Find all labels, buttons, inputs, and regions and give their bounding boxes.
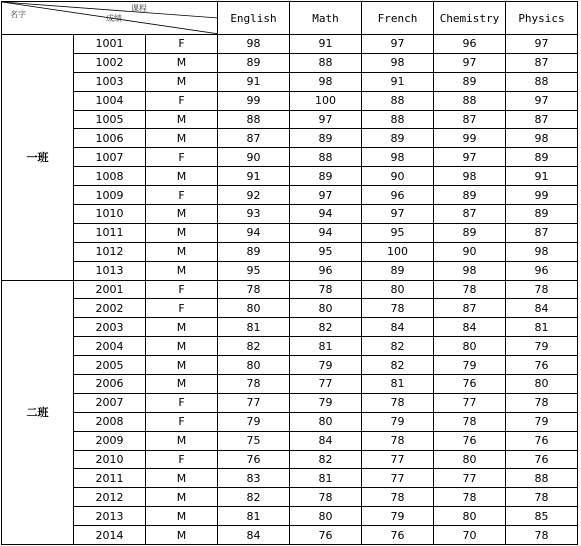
corner-label-score: 成绩 [106,14,122,23]
score-cell-math: 88 [290,148,362,167]
student-id-cell: 2014 [74,526,146,545]
score-cell-chemistry: 88 [434,91,506,110]
subject-header-chemistry: Chemistry [434,2,506,35]
table-row [2,488,578,507]
subject-header-physics: Physics [506,2,578,35]
score-cell-french: 79 [362,507,434,526]
score-cell-chemistry: 76 [434,431,506,450]
score-cell-math: 78 [290,280,362,299]
student-id-cell: 2010 [74,450,146,469]
student-id-cell: 2009 [74,431,146,450]
score-cell-english: 88 [218,110,290,129]
score-cell-chemistry: 84 [434,318,506,337]
table-row [2,223,578,242]
score-cell-physics: 79 [506,412,578,431]
score-cell-physics: 87 [506,53,578,72]
table-row [2,53,578,72]
corner-label-course: 课程 [131,4,147,13]
score-cell-chemistry: 98 [434,261,506,280]
score-cell-math: 80 [290,412,362,431]
gender-cell: M [146,167,218,186]
score-cell-french: 82 [362,356,434,375]
score-cell-math: 82 [290,318,362,337]
subject-header-english: English [218,2,290,35]
score-cell-french: 78 [362,299,434,318]
student-id-cell: 1001 [74,35,146,54]
score-cell-english: 80 [218,356,290,375]
score-cell-chemistry: 77 [434,469,506,488]
score-cell-chemistry: 76 [434,375,506,394]
gender-cell: M [146,431,218,450]
student-id-cell: 1004 [74,91,146,110]
score-cell-french: 91 [362,72,434,91]
score-cell-french: 88 [362,91,434,110]
table-row [2,431,578,450]
score-cell-french: 84 [362,318,434,337]
student-id-cell: 1008 [74,167,146,186]
score-cell-english: 82 [218,337,290,356]
score-cell-chemistry: 99 [434,129,506,148]
score-cell-chemistry: 97 [434,148,506,167]
score-cell-math: 97 [290,110,362,129]
score-cell-physics: 76 [506,431,578,450]
score-cell-french: 76 [362,526,434,545]
score-cell-physics: 78 [506,393,578,412]
score-cell-math: 89 [290,129,362,148]
student-id-cell: 2006 [74,375,146,394]
score-cell-english: 78 [218,280,290,299]
class-name-cell: 一班 [2,35,74,281]
score-cell-chemistry: 87 [434,299,506,318]
score-cell-french: 78 [362,393,434,412]
header-row [2,2,578,35]
score-cell-chemistry: 70 [434,526,506,545]
table-row [2,280,578,299]
gender-cell: F [146,186,218,205]
score-cell-french: 79 [362,412,434,431]
table-row [2,91,578,110]
gender-cell: M [146,318,218,337]
score-cell-french: 89 [362,129,434,148]
score-cell-english: 89 [218,242,290,261]
score-cell-english: 99 [218,91,290,110]
table-row [2,318,578,337]
score-cell-english: 81 [218,318,290,337]
score-cell-physics: 84 [506,299,578,318]
score-cell-math: 81 [290,469,362,488]
score-cell-english: 91 [218,72,290,91]
corner-label-name: 名字 [10,10,26,19]
table-row [2,110,578,129]
score-cell-math: 76 [290,526,362,545]
student-id-cell: 1006 [74,129,146,148]
table-row [2,129,578,148]
score-cell-physics: 87 [506,223,578,242]
student-id-cell: 2003 [74,318,146,337]
gender-cell: M [146,356,218,375]
score-cell-physics: 97 [506,35,578,54]
score-cell-physics: 89 [506,205,578,224]
score-cell-chemistry: 96 [434,35,506,54]
score-cell-math: 94 [290,223,362,242]
gender-cell: M [146,337,218,356]
gender-cell: F [146,148,218,167]
score-cell-physics: 76 [506,356,578,375]
student-id-cell: 1011 [74,223,146,242]
student-id-cell: 2011 [74,469,146,488]
table-row [2,412,578,431]
score-table [1,1,578,545]
score-cell-french: 80 [362,280,434,299]
table-row [2,393,578,412]
gender-cell: M [146,223,218,242]
subject-header-math: Math [290,2,362,35]
score-cell-french: 82 [362,337,434,356]
gender-cell: F [146,299,218,318]
score-cell-chemistry: 89 [434,223,506,242]
score-cell-english: 77 [218,393,290,412]
score-cell-math: 80 [290,507,362,526]
gender-cell: M [146,129,218,148]
score-cell-english: 76 [218,450,290,469]
table-row [2,337,578,356]
score-cell-english: 78 [218,375,290,394]
score-cell-physics: 98 [506,242,578,261]
score-cell-chemistry: 87 [434,205,506,224]
student-id-cell: 2001 [74,280,146,299]
score-cell-physics: 85 [506,507,578,526]
gender-cell: M [146,110,218,129]
score-cell-french: 89 [362,261,434,280]
student-id-cell: 1010 [74,205,146,224]
score-cell-math: 98 [290,72,362,91]
score-cell-french: 77 [362,450,434,469]
score-cell-french: 95 [362,223,434,242]
score-cell-english: 95 [218,261,290,280]
table-row [2,148,578,167]
table-row [2,450,578,469]
gender-cell: F [146,280,218,299]
score-cell-english: 93 [218,205,290,224]
score-cell-physics: 91 [506,167,578,186]
table-row [2,167,578,186]
score-cell-chemistry: 98 [434,167,506,186]
table-row [2,72,578,91]
student-id-cell: 1009 [74,186,146,205]
score-cell-french: 88 [362,110,434,129]
gender-cell: M [146,242,218,261]
score-cell-english: 81 [218,507,290,526]
score-cell-math: 96 [290,261,362,280]
gender-cell: F [146,412,218,431]
score-cell-chemistry: 80 [434,450,506,469]
score-cell-chemistry: 90 [434,242,506,261]
score-cell-math: 97 [290,186,362,205]
score-cell-chemistry: 89 [434,72,506,91]
score-cell-english: 79 [218,412,290,431]
score-cell-french: 97 [362,205,434,224]
score-cell-english: 87 [218,129,290,148]
gender-cell: M [146,53,218,72]
score-cell-english: 89 [218,53,290,72]
score-cell-french: 77 [362,469,434,488]
student-id-cell: 1005 [74,110,146,129]
score-cell-chemistry: 78 [434,280,506,299]
score-cell-math: 88 [290,53,362,72]
score-cell-physics: 79 [506,337,578,356]
score-cell-chemistry: 77 [434,393,506,412]
score-cell-math: 95 [290,242,362,261]
gender-cell: M [146,488,218,507]
score-cell-chemistry: 97 [434,53,506,72]
table-row [2,205,578,224]
score-cell-physics: 88 [506,72,578,91]
score-cell-chemistry: 80 [434,337,506,356]
score-cell-french: 81 [362,375,434,394]
student-id-cell: 2004 [74,337,146,356]
score-cell-french: 98 [362,53,434,72]
score-cell-physics: 87 [506,110,578,129]
score-cell-chemistry: 89 [434,186,506,205]
score-cell-physics: 76 [506,450,578,469]
gender-cell: M [146,526,218,545]
score-cell-chemistry: 78 [434,488,506,507]
score-cell-math: 79 [290,356,362,375]
gender-cell: F [146,35,218,54]
score-cell-chemistry: 78 [434,412,506,431]
score-cell-chemistry: 80 [434,507,506,526]
student-id-cell: 1012 [74,242,146,261]
gender-cell: M [146,375,218,394]
score-cell-physics: 78 [506,280,578,299]
score-cell-french: 98 [362,148,434,167]
table-row [2,299,578,318]
score-cell-french: 78 [362,488,434,507]
score-cell-english: 90 [218,148,290,167]
table-row [2,526,578,545]
table-row [2,469,578,488]
gender-cell: M [146,205,218,224]
score-cell-physics: 89 [506,148,578,167]
score-cell-english: 75 [218,431,290,450]
score-cell-french: 100 [362,242,434,261]
table-row [2,356,578,375]
score-cell-physics: 80 [506,375,578,394]
gender-cell: F [146,393,218,412]
gender-cell: F [146,91,218,110]
score-cell-physics: 88 [506,469,578,488]
score-cell-math: 89 [290,167,362,186]
score-cell-english: 83 [218,469,290,488]
score-cell-math: 79 [290,393,362,412]
gender-cell: F [146,450,218,469]
score-cell-english: 92 [218,186,290,205]
student-id-cell: 2013 [74,507,146,526]
class-name-cell: 二班 [2,280,74,544]
score-cell-physics: 81 [506,318,578,337]
score-cell-math: 100 [290,91,362,110]
score-cell-physics: 78 [506,526,578,545]
score-cell-french: 97 [362,35,434,54]
subject-header-french: French [362,2,434,35]
gender-cell: M [146,507,218,526]
student-id-cell: 2012 [74,488,146,507]
corner-header-cell [2,2,218,35]
score-cell-physics: 78 [506,488,578,507]
score-cell-french: 90 [362,167,434,186]
table-row [2,242,578,261]
score-cell-math: 94 [290,205,362,224]
score-cell-math: 77 [290,375,362,394]
score-cell-english: 80 [218,299,290,318]
table-row [2,186,578,205]
score-cell-english: 91 [218,167,290,186]
score-cell-english: 84 [218,526,290,545]
table-row [2,35,578,54]
score-cell-french: 78 [362,431,434,450]
table-row [2,507,578,526]
student-id-cell: 1013 [74,261,146,280]
score-cell-chemistry: 79 [434,356,506,375]
score-cell-math: 82 [290,450,362,469]
student-id-cell: 1007 [74,148,146,167]
score-cell-math: 84 [290,431,362,450]
table-row [2,261,578,280]
gender-cell: M [146,261,218,280]
gender-cell: M [146,469,218,488]
student-id-cell: 2008 [74,412,146,431]
score-cell-english: 94 [218,223,290,242]
score-cell-english: 82 [218,488,290,507]
score-cell-physics: 96 [506,261,578,280]
student-id-cell: 1002 [74,53,146,72]
score-cell-math: 78 [290,488,362,507]
table-row [2,375,578,394]
student-id-cell: 2007 [74,393,146,412]
score-cell-english: 98 [218,35,290,54]
student-id-cell: 2005 [74,356,146,375]
score-cell-math: 80 [290,299,362,318]
score-cell-french: 96 [362,186,434,205]
score-cell-physics: 98 [506,129,578,148]
student-id-cell: 1003 [74,72,146,91]
score-cell-chemistry: 87 [434,110,506,129]
score-cell-physics: 99 [506,186,578,205]
score-cell-physics: 97 [506,91,578,110]
score-cell-math: 81 [290,337,362,356]
gender-cell: M [146,72,218,91]
score-cell-math: 91 [290,35,362,54]
student-id-cell: 2002 [74,299,146,318]
